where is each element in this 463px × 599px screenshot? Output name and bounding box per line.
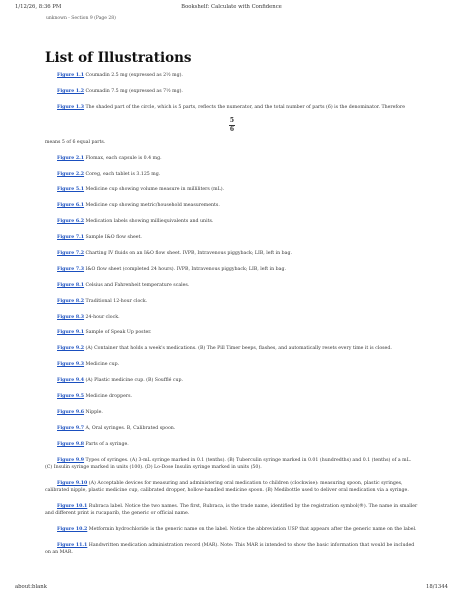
figure-link[interactable]: Figure 1.1 [57,73,85,78]
figure-link[interactable]: Figure 10.2 [57,527,88,533]
fraction-numerator: 5 [229,117,235,125]
fraction-five-sixths [45,117,419,133]
figure-caption: Nipple. [84,409,103,415]
figure-link[interactable]: Figure 10.1 [57,503,88,509]
figure-list-item [45,361,419,368]
figure-list-item [45,441,419,448]
figure-link[interactable]: Figure 9.6 [57,409,85,415]
figure-caption: I&O flow sheet (completed 24 hours). IVPB, Intravenous piggyback; LIB, left in bag. [84,266,286,272]
figure-caption: (A) Container that holds a week's medications. (B) The Pill Timer beeps, flashes, and automatically resets every time it is closed. [84,346,392,352]
figure-list-item [45,329,419,336]
figure-list-item [45,526,419,533]
figure-link[interactable]: Figure 7.2 [57,251,85,256]
figure-link[interactable]: Figure 8.1 [57,282,85,288]
figure-list-item [45,393,419,400]
figure-link[interactable]: Figure 9.10 [57,480,88,486]
figure-caption: Sample of Speak Up poster. [84,330,152,336]
figure-list-item [45,250,419,257]
page-title: List of Illustrations [45,50,192,66]
figure-link[interactable]: Figure 9.5 [57,394,85,400]
print-datetime: 1/12/26, 8:36 PM [15,4,62,10]
figure-link[interactable]: Figure 6.2 [57,219,85,225]
figure-link[interactable]: Figure 9.7 [57,425,85,431]
figure-caption: 24-hour clock. [84,314,120,320]
figure-list-item [45,345,419,352]
figure-link[interactable]: Figure 7.1 [57,235,85,241]
figure-list-item [45,425,419,432]
fraction-denominator: 6 [229,125,235,133]
figure-link[interactable]: Figure 6.1 [57,203,85,209]
figure-list-item [45,104,419,111]
figure-caption: Metformin hydrochloride is the generic name on the label. Notice the abbreviation USP that appears after the generic name on the label. [87,527,417,533]
figure-list-item [45,298,419,305]
print-title: Bookshelf: Calculate with Confidence [181,4,282,10]
figure-link[interactable]: Figure 1.3 [57,104,85,110]
figure-link[interactable]: Figure 9.9 [57,457,85,463]
print-footer [15,584,448,594]
figure-link[interactable]: Figure 9.3 [57,362,85,368]
figure-link[interactable]: Figure 9.1 [57,330,85,336]
figure-link[interactable]: Figure 9.8 [57,441,85,447]
figure-list-item [45,314,419,321]
figure-caption: (A) Acceptable devices for measuring and administering oral medication to children (clockwise): measuring spoon, plastic syringes, calibrated nipple, plastic medicine cup, calibrated dropper, hollow-handled medicine spoon. (B) Medibottle used to deliver oral medication via a syringe. [45,480,409,494]
figure-caption: Coreg, each tablet is 3.125 mg. [84,171,161,177]
figure-caption: (A) Plastic medicine cup. (B) Soufflé cup. [84,378,184,384]
figure-link[interactable]: Figure 7.3 [57,266,85,272]
figure-caption: Types of syringes. (A) 3-mL syringe marked in 0.1 (tenths). (B) Tuberculin syringe marked in 0.01 (hundredths) and 0.1 (tenths) of a mL. (C) Insulin syringe marked in units (100). (D) Lo-Dose Insulin syringe marked in units (50). [45,457,412,470]
figure-link[interactable]: Figure 5.1 [57,187,85,193]
figure-caption: Sample I&O flow sheet. [84,235,142,241]
figure-list-item [45,234,419,241]
figure-caption: Coumadin 7.5 mg (expressed as 7½ mg). [84,88,183,94]
figure-link[interactable]: Figure 8.3 [57,314,85,320]
figure-caption: Charting IV fluids on an I&O flow sheet. IVPB, Intravenous piggyback; LIB, left in bag. [84,251,292,256]
figure-caption: Medication labels showing milliequivalents and units. [84,219,214,225]
figure-link[interactable]: Figure 2.1 [57,155,85,161]
figure-caption: The shaded part of the circle, which is 5 parts, reflects the numerator, and the total number of parts (6) is the denominator. Therefore [84,104,406,110]
figure-caption: Medicine cup showing metric/household measurements. [84,203,220,209]
figure-caption: Parts of a syringe. [84,441,129,447]
figure-caption: Medicine droppers. [84,394,132,400]
figure-list-item [45,542,419,557]
figure-caption: Coumadin 2.5 mg (expressed as 2½ mg). [84,73,183,78]
figure-link[interactable]: Figure 2.2 [57,171,85,177]
figure-list-item [45,218,419,225]
figure-caption: Flomax, each capsule is 0.4 mg. [84,155,162,161]
figure-link[interactable]: Figure 1.2 [57,88,85,94]
figure-list-item [45,155,419,162]
figure-caption: Celsius and Fahrenheit temperature scales. [84,282,190,288]
illustrations-list [45,72,419,565]
section-label: unknown - Section 9 (Page 28) [46,16,116,21]
figure-caption: Traditional 12-hour clock. [84,298,148,304]
figure-list-item [45,480,419,495]
figure-list-item [45,88,419,95]
figure-link[interactable]: Figure 8.2 [57,298,85,304]
figure-caption: A, Oral syringes. B, Calibrated spoon. [84,425,176,431]
figure-link[interactable]: Figure 9.2 [57,346,85,352]
figure-list-item [45,503,419,518]
figure-list-item [45,171,419,178]
footer-url: about:blank [15,584,47,590]
figure-caption: Rubraca label. Notice the two names. The first, Rubraca, is the trade name, identified by the registration symbol(®). The name in smaller and different print is rucaparib, the generic or official name. [45,503,418,517]
figure-list-item [45,377,419,384]
figure-caption: Medicine cup showing volume measure in milliliters (mL). [84,187,225,193]
figure-list-item [45,202,419,209]
figure-link[interactable]: Figure 11.1 [57,543,88,549]
figure-caption: Handwritten medication administration record (MAR). Note: This MAR is intended to show the basic information that would be included on an MAR. [45,543,415,556]
print-header [15,4,448,14]
figure-list-item [45,282,419,289]
figure-caption-continuation: means 5 of 6 equal parts. [45,139,106,145]
figure-list-item [45,457,419,472]
figure-list-item [45,266,419,273]
figure-link[interactable]: Figure 9.4 [57,378,85,384]
figure-list-item [45,186,419,193]
figure-list-item [45,72,419,79]
figure-caption: Medicine cup. [84,362,120,368]
footer-page-count: 18/1344 [425,584,448,590]
figure-list-item [45,409,419,416]
